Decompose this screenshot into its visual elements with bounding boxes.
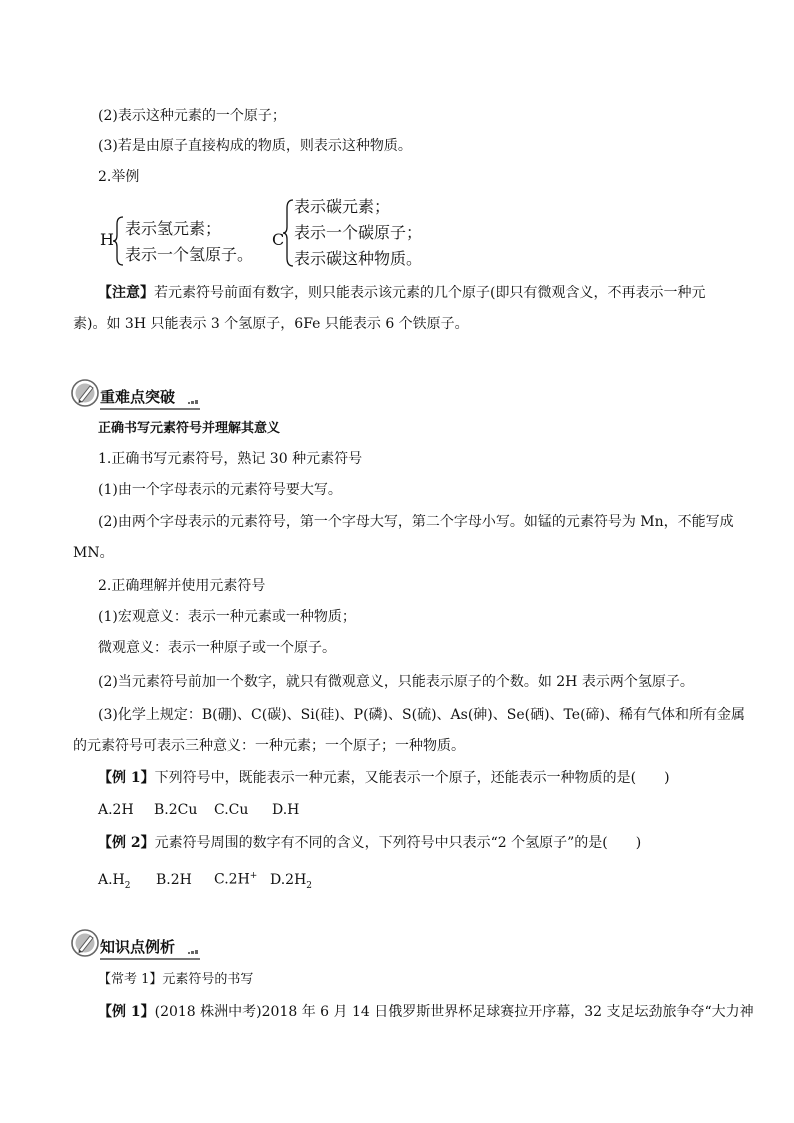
section-title-knowledge: 知识点例析 — [100, 938, 176, 956]
section-underline — [100, 408, 200, 410]
example2-option-a-sub: 2 — [124, 880, 131, 891]
section2-example — [98, 1002, 754, 1022]
brace-symbol-h: H — [100, 230, 114, 249]
section1-p5: (1)宏观意义：表示一种元素或一种物质； — [98, 609, 356, 625]
section-header-knowledge — [70, 928, 200, 962]
example1-text: 下列符号中，既能表示一种元素，又能表示一个原子，还能表示一种物质的是( ) — [154, 770, 670, 786]
section1-p7: (2)当元素符号前加一个数字，就只有微观意义，只能表示原子的个数。如 2H 表示两个氢原子。 — [98, 674, 694, 690]
example1-option-a: A.2H — [98, 802, 134, 818]
section2-example-text: (2018 株洲中考)2018 年 6 月 14 日俄罗斯世界杯足球赛拉开序幕，32 支足坛劲旅争夺“大力神 — [154, 1004, 754, 1020]
section1-p3b: MN。 — [73, 545, 114, 561]
brace-h-item-2: 表示一个氢原子。 — [125, 245, 254, 264]
example2-option-a — [98, 870, 156, 896]
example1-options — [98, 800, 299, 820]
brace-h-item-1: 表示氢元素； — [125, 219, 222, 238]
brace-c-item-3: 表示碳这种物质。 — [294, 249, 423, 268]
example2-option-b: B.2H — [156, 871, 192, 888]
decor-squares-icon — [188, 400, 198, 406]
example2-label: 【例 2】 — [98, 835, 155, 851]
example1-label: 【例 1】 — [98, 770, 155, 786]
note-line-2: 素)。如 3H 只能表示 3 个氢原子，6Fe 只能表示 6 个铁原子。 — [73, 316, 469, 332]
section1-p1: 1.正确书写元素符号，熟记 30 种元素符号 — [98, 451, 363, 467]
example2-option-d-sub: 2 — [306, 880, 313, 891]
example2-option-a-text: A.H — [98, 871, 125, 888]
brace-c-item-2: 表示一个碳原子； — [294, 223, 423, 242]
brace-c-item-1: 表示碳元素； — [294, 197, 391, 216]
section1-subtitle: 正确书写元素符号并理解其意义 — [98, 421, 281, 436]
example-heading: 2.举例 — [98, 169, 140, 185]
example2-option-c-text: C.2H — [214, 871, 250, 888]
example2-option-d — [270, 871, 313, 891]
section1-p8: (3)化学上规定：B(硼)、C(碳)、Si(硅)、P(磷)、S(硫)、As(砷)、Se(硒)、Te(碲)、稀有气体和所有金属 — [98, 707, 746, 723]
example1-option-b: B.2Cu — [154, 802, 198, 818]
example1-option-c: C.Cu — [214, 802, 249, 818]
example2-question — [98, 833, 641, 853]
note-line-1 — [98, 283, 705, 303]
example1-option-d: D.H — [272, 802, 300, 818]
intro-line-3: (3)若是由原子直接构成的物质，则表示这种物质。 — [98, 138, 412, 154]
example2-option-c-sup: + — [249, 871, 258, 881]
section1-p6: 微观意义：表示一种原子或一个原子。 — [98, 640, 336, 656]
example1-question — [98, 768, 670, 788]
pencil-badge-icon — [70, 378, 100, 408]
section1-p2: (1)由一个字母表示的元素符号要大写。 — [98, 482, 342, 498]
decor-squares-icon — [188, 950, 198, 956]
pencil-badge-icon — [70, 928, 100, 958]
brace-example-c — [272, 194, 432, 272]
section2-example-label: 【例 1】 — [98, 1004, 155, 1020]
example2-option-d-text: D.2H — [270, 871, 307, 888]
example2-option-c — [214, 866, 270, 890]
section-header-difficulties — [70, 378, 200, 412]
section2-subtitle: 【常考 1】元素符号的书写 — [98, 972, 254, 987]
curly-brace-icon — [282, 199, 294, 267]
section-title-difficulties: 重难点突破 — [100, 388, 176, 406]
example2-options — [98, 866, 312, 895]
section-underline — [100, 958, 200, 960]
section1-p4: 2.正确理解并使用元素符号 — [98, 578, 266, 594]
curly-brace-icon — [112, 216, 124, 266]
intro-line-2: (2)表示这种元素的一个原子； — [98, 108, 286, 124]
brace-example-h — [98, 200, 268, 266]
note-label: 【注意】 — [98, 285, 154, 301]
example2-text: 元素符号周围的数字有不同的含义，下列符号中只表示“2 个氢原子”的是( ) — [154, 835, 642, 851]
note-text: 若元素符号前面有数字，则只能表示该元素的几个原子(即只有微观含义，不再表示一种元 — [154, 285, 706, 301]
section1-p9: 的元素符号可表示三种意义：一种元素；一个原子；一种物质。 — [73, 738, 465, 754]
brace-symbol-c: C — [272, 230, 285, 249]
section1-p3a: (2)由两个字母表示的元素符号，第一个字母大写，第二个字母小写。如锰的元素符号为 Mn，不能写成 — [98, 514, 734, 530]
